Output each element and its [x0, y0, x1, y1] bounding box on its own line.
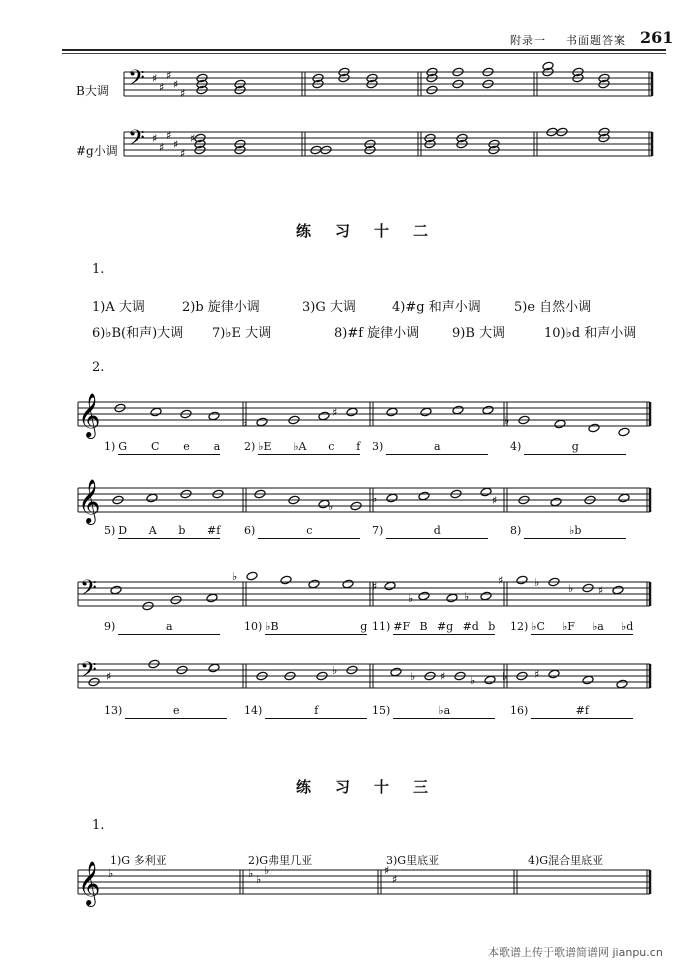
- q1-answer-8: 8)#f 旋律小调: [334, 326, 420, 341]
- whole-note-icon: [386, 407, 398, 417]
- flat-icon: ♭: [504, 414, 510, 427]
- flat-icon: ♭: [470, 674, 476, 687]
- whole-note-icon: [484, 675, 496, 685]
- answer-note: ♭F: [562, 620, 575, 633]
- whole-note-icon: [616, 679, 628, 689]
- answer-number: 8): [510, 524, 522, 537]
- whole-note-icon: [418, 491, 430, 501]
- mode-label-4: 4)G混合里底亚: [528, 854, 604, 867]
- answer-number: 16): [510, 704, 529, 717]
- whole-note-icon: [420, 407, 432, 417]
- answer-number: 6): [244, 524, 256, 537]
- whole-note-icon: [208, 411, 220, 421]
- answer-note: c: [328, 440, 335, 453]
- sharp-icon: ♯: [152, 72, 158, 85]
- flat-icon: ♭: [256, 873, 262, 886]
- whole-note-icon: [612, 585, 624, 595]
- mode-label-3: 3)G里底亚: [386, 854, 440, 867]
- whole-note-icon: [588, 423, 600, 433]
- flat-icon: ♭: [108, 867, 114, 880]
- whole-note-icon: [418, 591, 430, 601]
- treble-clef-icon: 𝄞: [78, 479, 101, 523]
- sharp-icon: ♯: [180, 87, 186, 100]
- answer-note: g: [571, 440, 579, 453]
- flat-icon: ♭: [332, 664, 338, 677]
- whole-note-icon: [582, 675, 594, 685]
- flat-icon: ♭: [232, 570, 238, 583]
- q1-answer-7: 7)♭E 大调: [212, 326, 272, 341]
- q2-number: 2.: [92, 360, 105, 375]
- page-number: 261: [640, 28, 674, 47]
- answer-number: 13): [104, 704, 123, 717]
- whole-note-icon: [548, 669, 560, 679]
- answer-number: 1): [104, 440, 116, 453]
- whole-note-icon: [390, 667, 402, 677]
- whole-note-icon: [256, 417, 268, 427]
- answer-number: 10): [244, 620, 263, 633]
- whole-note-icon: [246, 571, 258, 581]
- flat-icon: ♭: [328, 500, 334, 513]
- mode-label-1: 1)G 多利亚: [110, 854, 167, 867]
- answer-note: d: [433, 524, 441, 537]
- key-label-b-major: B大调: [76, 84, 109, 98]
- sharp-icon: ♯: [173, 138, 179, 151]
- answer-note: C: [150, 440, 160, 453]
- answer-note: #d: [462, 620, 479, 633]
- whole-note-icon: [550, 497, 562, 507]
- section-title-12: 练习十二: [296, 222, 453, 240]
- whole-note-icon: [452, 405, 464, 415]
- whole-note-icon: [346, 407, 358, 417]
- sharp-icon: ♯: [152, 132, 158, 145]
- sharp-icon: ♯: [332, 406, 338, 419]
- sharp-icon: ♯: [440, 670, 446, 683]
- sharp-icon: ♯: [159, 141, 165, 154]
- answer-number: 3): [372, 440, 384, 453]
- whole-note-icon: [208, 663, 220, 673]
- whole-note-icon: [554, 419, 566, 429]
- answer-note: f: [314, 704, 319, 717]
- answer-note: D: [118, 524, 128, 537]
- sharp-icon: ♯: [180, 147, 186, 160]
- bass-clef-icon: 𝄢: [128, 66, 145, 96]
- answer-note: g: [360, 620, 368, 633]
- answer-note: f: [356, 440, 361, 453]
- q1-answer-10: 10)♭d 和声小调: [544, 326, 637, 341]
- whole-note-icon: [618, 493, 630, 503]
- answer-number: 14): [244, 704, 263, 717]
- whole-note-icon: [308, 579, 320, 589]
- answer-note: b: [488, 620, 496, 633]
- treble-clef-icon: 𝄞: [78, 861, 101, 905]
- answer-note: ♭B: [265, 620, 279, 633]
- q1-answer-4: 4)#g 和声小调: [392, 300, 481, 315]
- flat-icon: ♭: [410, 670, 416, 683]
- flat-icon: ♭: [372, 492, 378, 505]
- sharp-icon: ♯: [166, 129, 172, 142]
- bass-clef-icon: 𝄢: [80, 658, 97, 688]
- flat-icon: ♭: [408, 592, 414, 605]
- q1-13-number: 1.: [92, 818, 105, 833]
- sharp-icon: ♯: [106, 670, 112, 683]
- q1-answer-9: 9)B 大调: [452, 326, 506, 341]
- whole-note-icon: [480, 487, 492, 497]
- answer-number: 7): [372, 524, 384, 537]
- whole-note-icon: [110, 585, 122, 595]
- answer-note: B: [419, 620, 428, 633]
- flat-icon: ♭: [568, 582, 574, 595]
- answer-number: 15): [372, 704, 391, 717]
- section-title-13: 练习十三: [296, 778, 453, 796]
- whole-note-icon: [206, 593, 218, 603]
- answer-note: e: [183, 440, 190, 453]
- answer-number: 4): [510, 440, 522, 453]
- whole-note-icon: [516, 575, 528, 585]
- answer-note: ♭a: [592, 620, 604, 633]
- answer-note: A: [148, 524, 157, 537]
- header-title: 书面题答案: [566, 34, 626, 47]
- q1-answer-5: 5)e 自然小调: [514, 300, 592, 315]
- whole-note-icon: [342, 579, 354, 589]
- answer-note: c: [306, 524, 313, 537]
- answer-note: e: [173, 704, 180, 717]
- whole-note-icon: [146, 493, 158, 503]
- whole-note-icon: [150, 407, 162, 417]
- answer-note: ♭A: [293, 440, 307, 453]
- answer-note: ♭a: [438, 704, 451, 717]
- whole-note-icon: [386, 493, 398, 503]
- answer-note: a: [213, 440, 221, 453]
- treble-clef-icon: 𝄞: [78, 393, 101, 437]
- answer-note: #F: [393, 620, 411, 633]
- whole-note-icon: [280, 575, 292, 585]
- flat-icon: ♭: [502, 670, 508, 683]
- q1-answer-3: 3)G 大调: [302, 300, 356, 315]
- q1-answer-1: 1)A 大调: [92, 300, 145, 315]
- whole-note-icon: [446, 593, 458, 603]
- answer-note: #g: [436, 620, 454, 633]
- sharp-icon: ♯: [166, 69, 172, 82]
- flat-icon: ♭: [464, 590, 470, 603]
- answer-note: ♭C: [531, 620, 545, 633]
- mode-label-2: 2)G弗里几亚: [248, 854, 313, 867]
- sharp-icon: ♯: [190, 132, 196, 145]
- header-appendix: 附录一: [510, 34, 546, 47]
- q1-answer-2: 2)b 旋律小调: [182, 300, 260, 315]
- answer-number: 5): [104, 524, 116, 537]
- sharp-icon: ♯: [372, 580, 378, 593]
- q1-number: 1.: [92, 262, 105, 277]
- sharp-icon: ♯: [384, 864, 390, 877]
- watermark: 本歌谱上传于歌谱简谱网 jianpu.cn: [488, 946, 663, 959]
- sharp-icon: ♯: [598, 584, 604, 597]
- answer-note: ♭E: [258, 440, 272, 453]
- sharp-icon: ♯: [173, 78, 179, 91]
- answer-number: 12): [510, 620, 529, 633]
- answer-note: b: [178, 524, 186, 537]
- answer-number: 11): [372, 620, 391, 633]
- flat-icon: ♭: [534, 576, 540, 589]
- flat-icon: ♭: [248, 867, 254, 880]
- answer-note: ♭b: [569, 524, 582, 537]
- flat-icon: ♭: [242, 416, 248, 429]
- key-label-g-sharp-minor: #g小调: [76, 144, 118, 158]
- answer-note: #f: [575, 704, 589, 717]
- q1-answer-6: 6)♭B(和声)大调: [92, 326, 184, 341]
- whole-note-icon: [318, 411, 330, 421]
- whole-note-icon: [482, 405, 494, 415]
- answer-note: ♭d: [621, 620, 634, 633]
- answer-note: a: [166, 620, 173, 633]
- sharp-icon: ♯: [392, 873, 398, 886]
- sharp-icon: ♯: [159, 81, 165, 94]
- sharp-icon: ♯: [534, 668, 540, 681]
- whole-note-icon: [384, 581, 396, 591]
- bass-clef-icon: 𝄢: [80, 576, 97, 606]
- answer-note: a: [434, 440, 441, 453]
- whole-note-icon: [618, 427, 630, 437]
- flat-icon: ♭: [264, 864, 270, 877]
- whole-note-icon: [480, 591, 492, 601]
- answer-number: 9): [104, 620, 116, 633]
- answer-note: G: [118, 440, 128, 453]
- sharp-icon: ♯: [498, 574, 504, 587]
- sharp-icon: ♯: [492, 494, 498, 507]
- answer-note: #f: [207, 524, 221, 537]
- answer-number: 2): [244, 440, 256, 453]
- bass-clef-icon: 𝄢: [128, 126, 145, 156]
